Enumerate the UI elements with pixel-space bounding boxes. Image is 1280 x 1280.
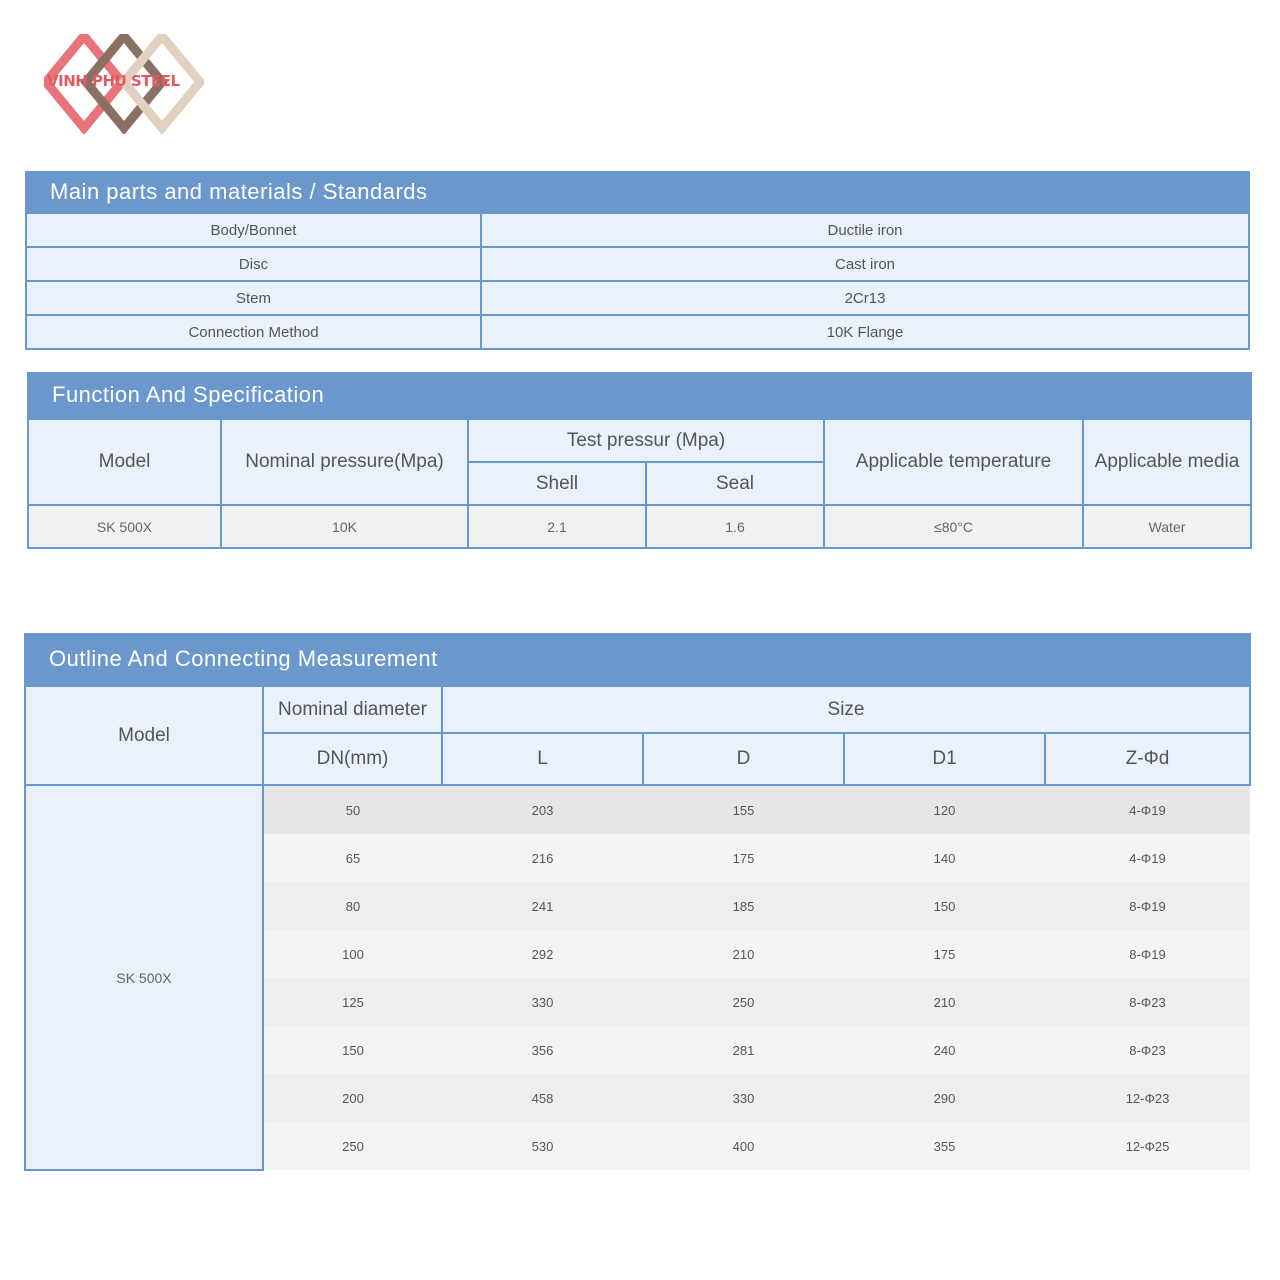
zd-cell: 12-Φ23 (1045, 1074, 1250, 1122)
shell-cell: 2.1 (468, 505, 646, 548)
model-cell: SK 500X (28, 505, 221, 548)
materials-title: Main parts and materials / Standards (25, 171, 1250, 212)
d1-cell: 240 (844, 1026, 1045, 1074)
d1-cell: 210 (844, 978, 1045, 1026)
dn-cell: 50 (263, 785, 442, 834)
d-cell: 250 (643, 978, 844, 1026)
materials-section (25, 171, 1250, 350)
d-header: D (643, 733, 844, 785)
dn-cell: 250 (263, 1122, 442, 1170)
table-row (26, 213, 1249, 247)
nominal-pressure-header: Nominal pressure(Mpa) (221, 419, 468, 505)
material-cell: 10K Flange (481, 315, 1249, 349)
d1-header: D1 (844, 733, 1045, 785)
nominal-diameter-header: Nominal diameter (263, 686, 442, 733)
table-row (28, 419, 1251, 462)
table-row (28, 505, 1251, 548)
d-cell: 330 (643, 1074, 844, 1122)
dn-header: DN(mm) (263, 733, 442, 785)
outline-table (24, 685, 1251, 1171)
zd-cell: 8-Φ19 (1045, 930, 1250, 978)
d-cell: 175 (643, 834, 844, 882)
zd-cell: 4-Φ19 (1045, 785, 1250, 834)
test-pressure-header: Test pressur (Mpa) (468, 419, 824, 462)
material-cell: 2Cr13 (481, 281, 1249, 315)
part-cell: Connection Method (26, 315, 481, 349)
model-header: Model (25, 686, 263, 785)
outline-section (24, 633, 1251, 1171)
table-row (25, 785, 1250, 834)
l-cell: 216 (442, 834, 643, 882)
logo-text: VINH PHU STEEL (47, 72, 180, 90)
model-cell: SK 500X (25, 785, 263, 1170)
media-cell: Water (1083, 505, 1251, 548)
seal-header: Seal (646, 462, 824, 505)
materials-table (25, 212, 1250, 350)
part-cell: Disc (26, 247, 481, 281)
temperature-cell: ≤80°C (824, 505, 1083, 548)
part-cell: Stem (26, 281, 481, 315)
d-cell: 281 (643, 1026, 844, 1074)
zd-header: Z-Φd (1045, 733, 1250, 785)
d1-cell: 355 (844, 1122, 1045, 1170)
l-cell: 530 (442, 1122, 643, 1170)
function-title: Function And Specification (27, 372, 1252, 418)
material-cell: Cast iron (481, 247, 1249, 281)
dn-cell: 125 (263, 978, 442, 1026)
zd-cell: 4-Φ19 (1045, 834, 1250, 882)
size-header: Size (442, 686, 1250, 733)
d1-cell: 140 (844, 834, 1045, 882)
l-cell: 330 (442, 978, 643, 1026)
table-row (25, 686, 1250, 733)
shell-header: Shell (468, 462, 646, 505)
d-cell: 155 (643, 785, 844, 834)
d1-cell: 150 (844, 882, 1045, 930)
seal-cell: 1.6 (646, 505, 824, 548)
table-row (26, 281, 1249, 315)
l-cell: 458 (442, 1074, 643, 1122)
dn-cell: 65 (263, 834, 442, 882)
temperature-header: Applicable temperature (824, 419, 1083, 505)
table-row (26, 315, 1249, 349)
table-row (26, 247, 1249, 281)
model-header: Model (28, 419, 221, 505)
d1-cell: 175 (844, 930, 1045, 978)
function-table (27, 418, 1252, 549)
d-cell: 210 (643, 930, 844, 978)
dn-cell: 80 (263, 882, 442, 930)
zd-cell: 12-Φ25 (1045, 1122, 1250, 1170)
function-section (27, 372, 1252, 549)
media-header: Applicable media (1083, 419, 1251, 505)
d1-cell: 290 (844, 1074, 1045, 1122)
zd-cell: 8-Φ23 (1045, 978, 1250, 1026)
l-cell: 203 (442, 785, 643, 834)
zd-cell: 8-Φ19 (1045, 882, 1250, 930)
l-header: L (442, 733, 643, 785)
l-cell: 241 (442, 882, 643, 930)
dn-cell: 200 (263, 1074, 442, 1122)
part-cell: Body/Bonnet (26, 213, 481, 247)
outline-title: Outline And Connecting Measurement (24, 633, 1251, 685)
dn-cell: 150 (263, 1026, 442, 1074)
l-cell: 292 (442, 930, 643, 978)
d1-cell: 120 (844, 785, 1045, 834)
l-cell: 356 (442, 1026, 643, 1074)
nominal-pressure-cell: 10K (221, 505, 468, 548)
material-cell: Ductile iron (481, 213, 1249, 247)
d-cell: 400 (643, 1122, 844, 1170)
dn-cell: 100 (263, 930, 442, 978)
d-cell: 185 (643, 882, 844, 930)
zd-cell: 8-Φ23 (1045, 1026, 1250, 1074)
